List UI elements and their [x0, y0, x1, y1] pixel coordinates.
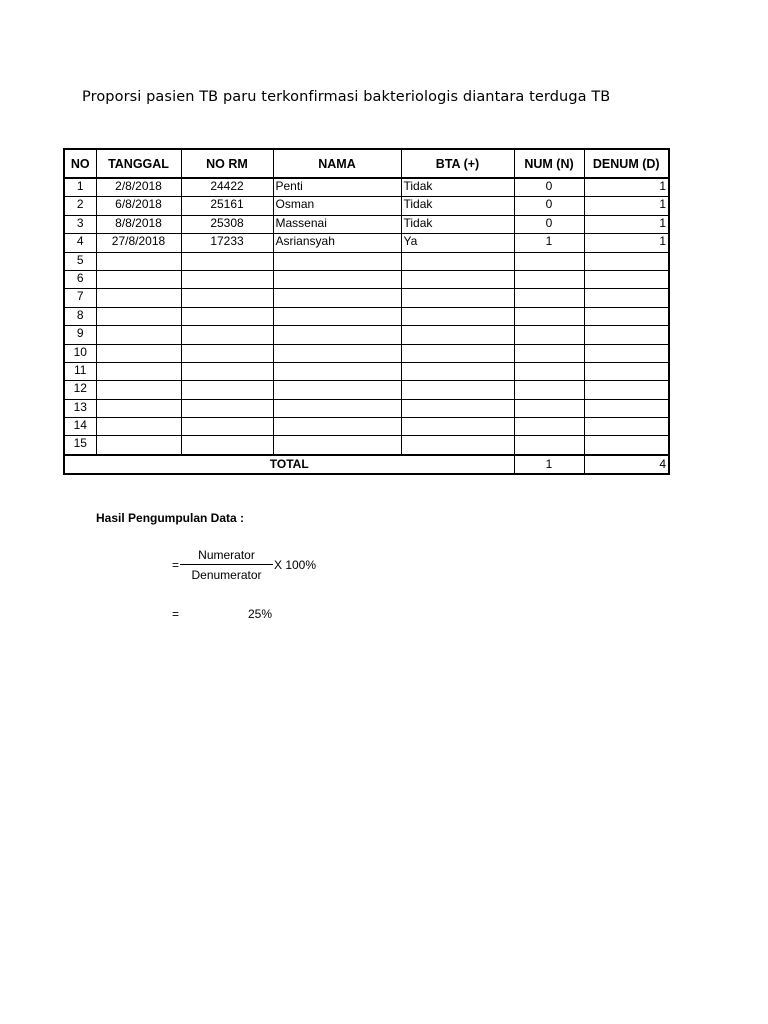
table-row: [64, 289, 669, 307]
cell-no-rm: [181, 270, 273, 288]
table-row: [64, 381, 669, 399]
cell-nama: [273, 344, 401, 362]
cell-num: [514, 399, 584, 417]
header-nama: NAMA: [273, 149, 401, 178]
cell-nama: Penti: [273, 178, 401, 197]
cell-no: 2: [64, 197, 96, 215]
cell-nama: [273, 252, 401, 270]
summary-label: Hasil Pengumpulan Data :: [96, 511, 245, 525]
cell-no-rm: [181, 326, 273, 344]
cell-tanggal: [96, 252, 181, 270]
table-row: [64, 270, 669, 288]
cell-nama: [273, 399, 401, 417]
table-row: [64, 252, 669, 270]
cell-denum: [584, 418, 669, 436]
data-table: [63, 148, 670, 475]
header-no-rm: NO RM: [181, 149, 273, 178]
table-row: [64, 326, 669, 344]
fraction-line: [180, 564, 273, 565]
cell-tanggal: [96, 289, 181, 307]
cell-denum: 1: [584, 178, 669, 197]
result-equals: =: [172, 607, 180, 621]
table-header-row: [64, 149, 669, 178]
header-no: NO: [64, 149, 96, 178]
cell-denum: [584, 436, 669, 455]
cell-tanggal: [96, 436, 181, 455]
table-row: [64, 197, 669, 215]
cell-no-rm: 25161: [181, 197, 273, 215]
cell-no-rm: [181, 381, 273, 399]
total-row: [64, 455, 669, 474]
cell-nama: Osman: [273, 197, 401, 215]
header-tanggal: TANGGAL: [96, 149, 181, 178]
cell-bta: Tidak: [401, 197, 514, 215]
cell-bta: [401, 252, 514, 270]
cell-tanggal: [96, 399, 181, 417]
cell-denum: [584, 252, 669, 270]
cell-tanggal: 8/8/2018: [96, 215, 181, 233]
cell-nama: Massenai: [273, 215, 401, 233]
header-bta: BTA (+): [401, 149, 514, 178]
cell-bta: [401, 344, 514, 362]
cell-no-rm: [181, 436, 273, 455]
cell-bta: [401, 399, 514, 417]
cell-num: [514, 344, 584, 362]
result-value: 25%: [248, 607, 273, 621]
cell-tanggal: [96, 326, 181, 344]
table-row: [64, 215, 669, 233]
cell-num: 1: [514, 234, 584, 252]
cell-tanggal: [96, 381, 181, 399]
cell-nama: [273, 326, 401, 344]
page-title: Proporsi pasien TB paru terkonfirmasi bakteriologis diantara terduga TB: [82, 89, 611, 105]
cell-num: [514, 362, 584, 380]
cell-no-rm: [181, 289, 273, 307]
cell-nama: Asriansyah: [273, 234, 401, 252]
table-row: [64, 178, 669, 197]
cell-denum: [584, 362, 669, 380]
cell-tanggal: [96, 307, 181, 325]
cell-no: 7: [64, 289, 96, 307]
cell-num: [514, 307, 584, 325]
total-label: TOTAL: [64, 455, 514, 474]
table-row: [64, 436, 669, 455]
cell-num: [514, 436, 584, 455]
cell-bta: Tidak: [401, 215, 514, 233]
cell-tanggal: [96, 418, 181, 436]
total-denum: 4: [584, 455, 669, 474]
cell-no-rm: [181, 418, 273, 436]
cell-nama: [273, 289, 401, 307]
table-row: [64, 418, 669, 436]
cell-bta: [401, 270, 514, 288]
cell-no: 8: [64, 307, 96, 325]
formula-equals: =: [172, 558, 180, 572]
cell-no: 12: [64, 381, 96, 399]
cell-tanggal: [96, 362, 181, 380]
cell-nama: [273, 436, 401, 455]
table-body: [64, 178, 669, 455]
cell-bta: [401, 436, 514, 455]
cell-nama: [273, 381, 401, 399]
cell-denum: [584, 399, 669, 417]
cell-nama: [273, 307, 401, 325]
table-row: [64, 307, 669, 325]
cell-bta: [401, 289, 514, 307]
cell-bta: Tidak: [401, 178, 514, 197]
cell-num: [514, 418, 584, 436]
table-row: [64, 344, 669, 362]
cell-denum: [584, 270, 669, 288]
cell-no-rm: [181, 307, 273, 325]
table-row: [64, 362, 669, 380]
cell-no: 15: [64, 436, 96, 455]
cell-tanggal: [96, 344, 181, 362]
cell-nama: [273, 362, 401, 380]
cell-num: [514, 326, 584, 344]
cell-no-rm: [181, 399, 273, 417]
cell-num: [514, 252, 584, 270]
cell-tanggal: [96, 270, 181, 288]
formula-multiplier: X 100%: [274, 558, 317, 572]
cell-no-rm: 25308: [181, 215, 273, 233]
cell-no-rm: [181, 252, 273, 270]
cell-num: [514, 270, 584, 288]
cell-bta: [401, 362, 514, 380]
cell-no: 1: [64, 178, 96, 197]
header-num: NUM (N): [514, 149, 584, 178]
cell-nama: [273, 418, 401, 436]
cell-denum: [584, 289, 669, 307]
cell-bta: [401, 418, 514, 436]
cell-tanggal: 2/8/2018: [96, 178, 181, 197]
cell-num: [514, 289, 584, 307]
cell-denum: [584, 307, 669, 325]
cell-no: 5: [64, 252, 96, 270]
cell-denum: 1: [584, 215, 669, 233]
header-denum: DENUM (D): [584, 149, 669, 178]
cell-no-rm: 17233: [181, 234, 273, 252]
cell-bta: [401, 326, 514, 344]
cell-no: 4: [64, 234, 96, 252]
cell-no: 10: [64, 344, 96, 362]
cell-tanggal: 6/8/2018: [96, 197, 181, 215]
cell-nama: [273, 270, 401, 288]
cell-no: 3: [64, 215, 96, 233]
cell-num: 0: [514, 215, 584, 233]
cell-num: 0: [514, 197, 584, 215]
formula-numerator: Numerator: [198, 548, 255, 562]
cell-num: [514, 381, 584, 399]
table-row: [64, 399, 669, 417]
cell-bta: [401, 381, 514, 399]
cell-no-rm: [181, 362, 273, 380]
cell-denum: [584, 381, 669, 399]
cell-no: 13: [64, 399, 96, 417]
cell-tanggal: 27/8/2018: [96, 234, 181, 252]
cell-num: 0: [514, 178, 584, 197]
cell-bta: Ya: [401, 234, 514, 252]
cell-no: 11: [64, 362, 96, 380]
cell-denum: 1: [584, 234, 669, 252]
cell-no-rm: [181, 344, 273, 362]
formula-denominator: Denumerator: [191, 568, 262, 582]
total-num: 1: [514, 455, 584, 474]
cell-no: 6: [64, 270, 96, 288]
table-row: [64, 234, 669, 252]
cell-denum: 1: [584, 197, 669, 215]
cell-denum: [584, 326, 669, 344]
cell-denum: [584, 344, 669, 362]
cell-bta: [401, 307, 514, 325]
cell-no: 14: [64, 418, 96, 436]
cell-no-rm: 24422: [181, 178, 273, 197]
cell-no: 9: [64, 326, 96, 344]
